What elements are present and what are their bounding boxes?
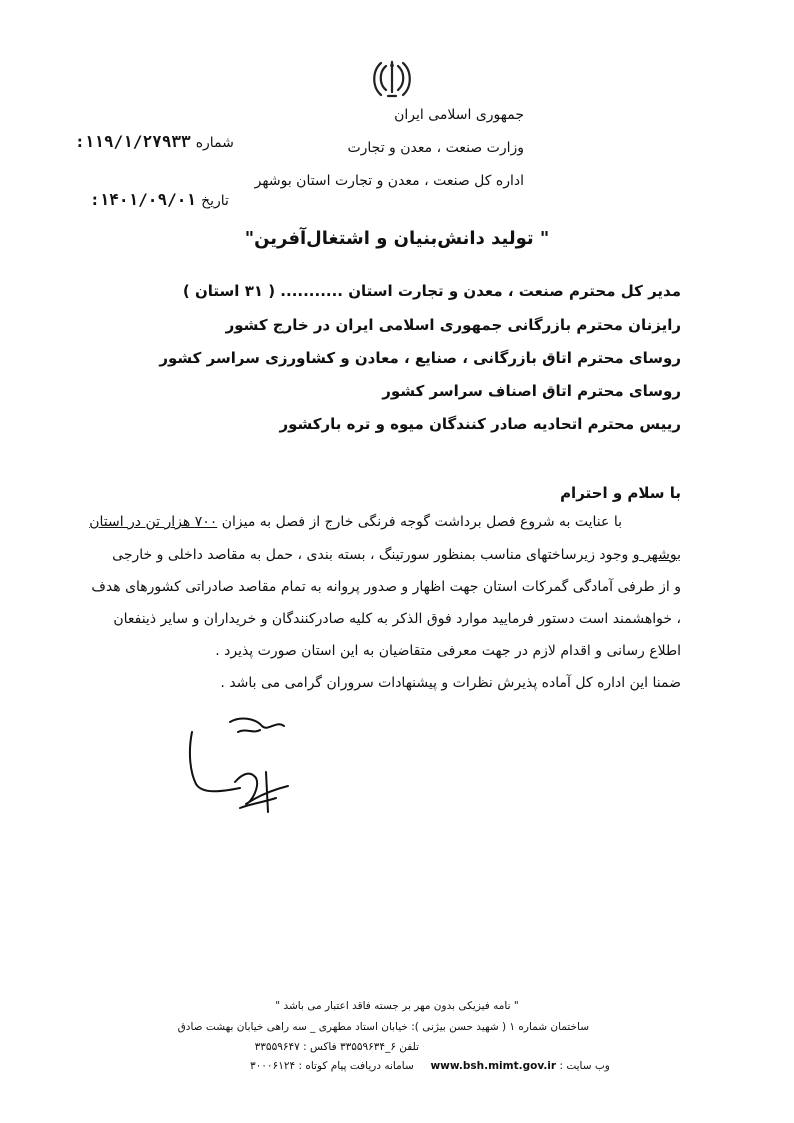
body-line [89, 514, 622, 530]
body-line2-text: وجود زیرساختهای مناسب بمنظور سورتینگ ، بسته بندی ، حمل به مقاصد داخلی و خارجی [112, 547, 633, 563]
body-line1-underlined: ۷۰۰ هزار تن در استان [89, 514, 218, 530]
website-link[interactable]: www.bsh.mimt.gov.ir [430, 1060, 557, 1072]
header-ministry: وزارت صنعت ، معدن و تجارت [347, 140, 524, 156]
header-republic: جمهوری اسلامی ایران [394, 107, 524, 123]
footer-contact [250, 1060, 610, 1072]
handwritten-signature [180, 712, 300, 822]
recipient-line: رایزنان محترم بازرگانی جمهوری اسلامی ایران در خارج کشور [225, 316, 681, 334]
recipient-line: مدیر کل محترم صنعت ، معدن و تجارت استان ........... ( ۳۱ استان ) [182, 282, 681, 300]
date-label: تاریخ [201, 193, 229, 209]
body-line: ضمنا این اداره کل آماده پذیرش نظرات و پیشنهادات سروران گرامی می باشد . [220, 675, 681, 691]
recipient-line: رییس محترم اتحادیه صادر کنندگان میوه و تره بارکشور [279, 415, 681, 433]
footer-phone: تلفن ۶_۳۳۵۵۹۶۳۴ فاکس : ۳۳۵۵۹۶۴۷ [254, 1041, 419, 1053]
body-line2-underlined: بوشهر و [632, 547, 681, 563]
website-label: وب سایت : [559, 1060, 610, 1072]
sms-line: سامانه دریافت پیام کوتاه : ۳۰۰۰۶۱۲۴ [250, 1060, 414, 1072]
number-value: ۱۱۹/۱/۲۷۹۳۳: [75, 132, 191, 151]
header-department: اداره کل صنعت ، معدن و تجارت استان بوشهر [254, 173, 524, 189]
letter-number [75, 132, 234, 151]
recipient-line: روسای محترم اتاق اصناف سراسر کشور [382, 382, 681, 400]
date-value: ۱۴۰۱/۰۹/۰۱: [90, 190, 196, 209]
body-line1-text: با عنایت به شروع فصل برداشت گوجه فرنگی خارج از فصل به میزان [217, 514, 622, 530]
iran-emblem-icon [369, 58, 415, 102]
letter-date [90, 190, 229, 209]
footer-address: ساختمان شماره ۱ ( شهید حسن بیژنی ): خیابان استاد مطهری _ سه راهی خیابان بهشت صادق [177, 1021, 589, 1033]
greeting: با سلام و احترام [560, 484, 681, 502]
number-label: شماره [195, 135, 234, 151]
body-line: و از طرفی آمادگی گمرکات استان جهت اظهار و صدور پروانه به تمام مقاصد صادراتی کشورهای هدف [91, 579, 681, 595]
recipient-line: روسای محترم اتاق بازرگانی ، صنایع ، معادن و کشاورزی سراسر کشور [159, 349, 681, 367]
slogan: " تولید دانش‌بنیان و اشتغال‌آفرین" [244, 228, 550, 249]
footer-notice: " نامه فیزیکی بدون مهر بر جسته فاقد اعتبار می باشد " [275, 1000, 519, 1012]
body-line: اطلاع رسانی و اقدام لازم در جهت معرفی متقاضیان به این استان صورت پذیرد . [215, 643, 681, 659]
body-line [110, 547, 681, 563]
body-line: ، خواهشمند است دستور فرمایید موارد فوق الذکر به کلیه صادرکنندگان و خریداران و سایر ذینفعان [113, 611, 681, 627]
